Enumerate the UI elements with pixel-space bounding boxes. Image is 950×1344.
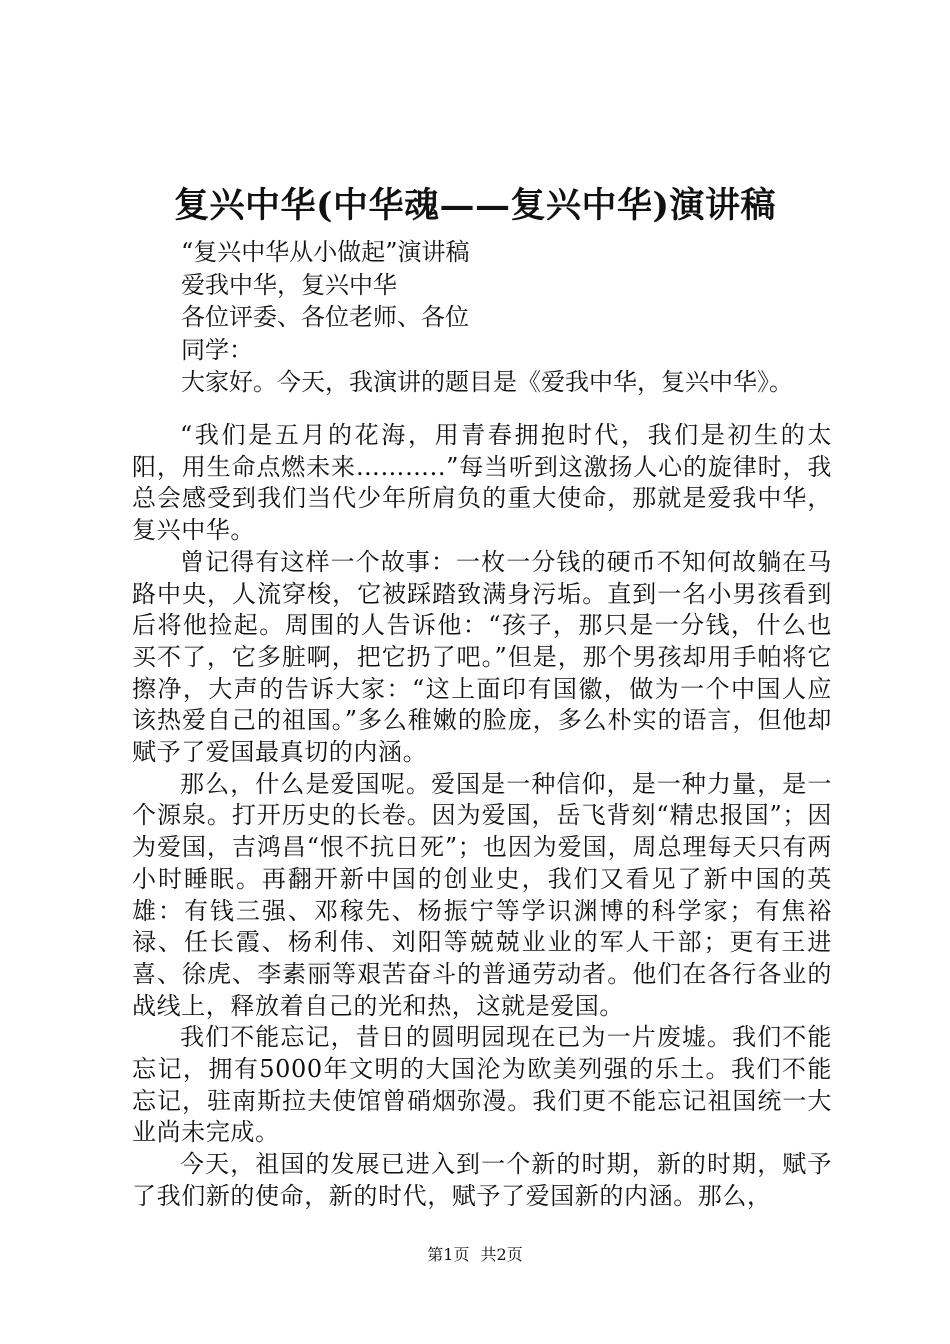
document-title: 复兴中华(中华魂——复兴中华)演讲稿 bbox=[173, 185, 777, 226]
paragraph-1: “我们是五月的花海，用青春拥抱时代，我们是初生的太阳，用生命点燃未来………..”每当听到这激扬人心的旋律时，我总会感受到我们当代少年所肩负的重大使命，那就是爱我中华，复兴中华。 bbox=[132, 421, 832, 545]
paragraph-5: 今天，祖国的发展已进入到一个新的时期，新的时期，赋予了我们新的使命，新的时代，赋予了爱国新的内涵。那么， bbox=[132, 1150, 832, 1210]
page-footer bbox=[0, 1244, 950, 1266]
speech-theme: 爱我中华，复兴中华 bbox=[181, 270, 397, 299]
paragraph-3: 那么，什么是爱国呢。爱国是一种信仰，是一种力量，是一个源泉。打开历史的长卷。因为爱国，岳飞背刻“精忠报国”；因为爱国，吉鸿昌“恨不抗日死”；也因为爱国，周总理每天只有两小时睡眠。再翻开新中国的创业史，我们又看见了新中国的英雄：有钱三强、邓稼先、杨振宁等学识渊博的科学家；有焦裕禄、任长霞、杨利伟、刘阳等兢兢业业的军人干部；更有王进喜、徐虎、李素丽等艰苦奋斗的普通劳动者。他们在各行各业的战线上，释放着自己的光和热，这就是爱国。 bbox=[132, 769, 832, 1020]
salutation-line-2: 同学： bbox=[181, 335, 253, 364]
page-total: 共2页 bbox=[480, 1245, 523, 1264]
salutation-line-1: 各位评委、各位老师、各位 bbox=[181, 303, 469, 331]
speech-header bbox=[181, 236, 881, 399]
speech-subtitle: “复兴中华从小做起”演讲稿 bbox=[181, 238, 470, 266]
paragraph-2: 曾记得有这样一个故事：一枚一分钱的硬币不知何故躺在马路中央，人流穿梭，它被踩踏致满身污垢。直到一名小男孩看到后将他捡起。周围的人告诉他：“孩子，那只是一分钱，什么也买不了，它多脏啊，把它扔了吧。”但是，那个男孩却用手帕将它擦净，大声的告诉大家：“这上面印有国徽，做为一个中国人应该热爱自己的祖国。”多么稚嫩的脸庞，多么朴实的语言，但他却赋予了爱国最真切的内涵。 bbox=[132, 547, 832, 767]
speech-body bbox=[132, 420, 832, 1213]
page-number: 第1页 bbox=[427, 1245, 470, 1264]
opening-line: 大家好。今天，我演讲的题目是《爱我中华，复兴中华》。 bbox=[181, 368, 793, 396]
paragraph-4: 我们不能忘记，昔日的圆明园现在已为一片废墟。我们不能忘记，拥有5000年文明的大国沦为欧美列强的乐土。我们不能忘记，驻南斯拉夫使馆曾硝烟弥漫。我们更不能忘记祖国统一大业尚未完成。 bbox=[132, 1023, 832, 1147]
